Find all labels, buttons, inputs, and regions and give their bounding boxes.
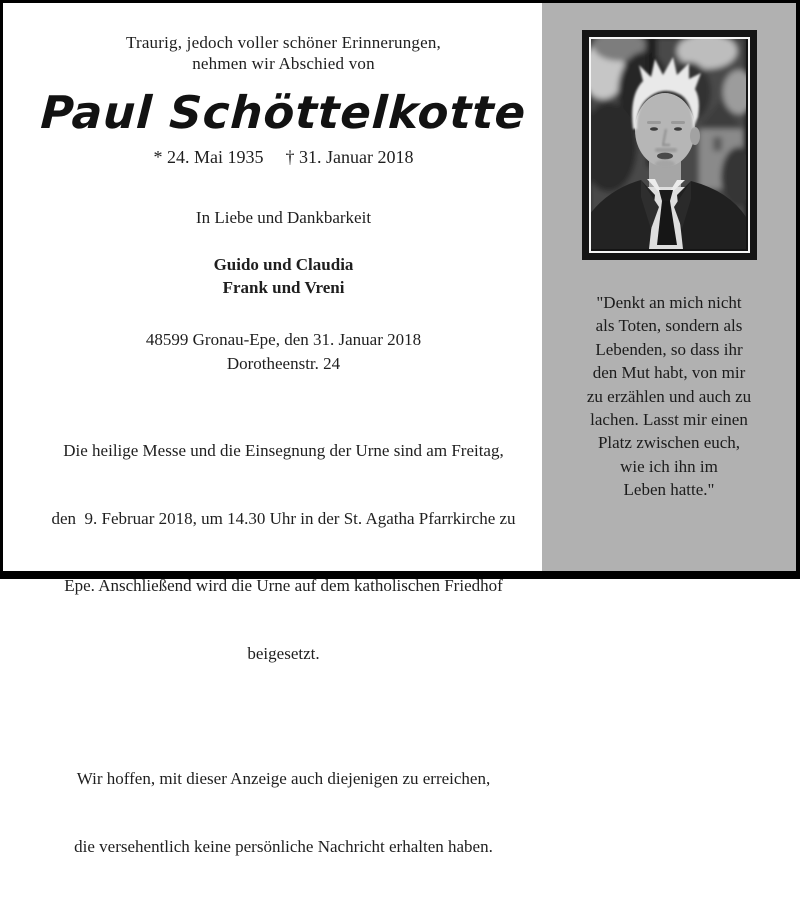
place-date-line: 48599 Gronau-Epe, den 31. Januar 2018 (145, 330, 422, 349)
portrait-photo-frame (582, 30, 757, 260)
quote-line: zu erzählen und auch zu (586, 386, 752, 406)
photo-quote-panel (542, 3, 796, 571)
service-line-3: Epe. Anschließend wird die Urne auf dem katholischen Friedhof (64, 576, 503, 595)
mourners-list (31, 253, 536, 299)
quote-line: Leben hatte." (623, 480, 715, 500)
memorial-quote (542, 291, 796, 502)
quote-line: "Denkt an mich nicht (596, 293, 742, 312)
service-line-2: den 9. Februar 2018, um 14.30 Uhr in der St. Agatha Pfarrkirche zu (51, 508, 516, 528)
mourners-line-2: Frank und Vreni (222, 278, 345, 297)
deceased-name: Paul Schöttelkotte (39, 86, 528, 139)
quote-line: den Mut habt, von mir (592, 363, 746, 383)
intro-line-1: Traurig, jedoch voller schöner Erinnerungen, (125, 33, 442, 52)
place-and-address (31, 328, 536, 375)
service-line-1: Die heilige Messe und die Einsegnung der Urne sind am Freitag, (63, 441, 504, 460)
closing-line-2: die versehentlich keine persönliche Nachricht erhalten haben. (74, 836, 493, 856)
address-line: Dorotheenstr. 24 (226, 353, 341, 373)
service-line-4: beigesetzt. (247, 643, 320, 663)
quote-line: Platz zwischen euch, (597, 433, 741, 453)
birth-date: * 24. Mai 1935 (153, 147, 264, 167)
quote-line: Lebenden, so dass ihr (595, 339, 743, 359)
quote-line: wie ich ihn im (620, 456, 718, 476)
closing-line-1: Wir hoffen, mit dieser Anzeige auch diejenigen zu erreichen, (76, 769, 491, 788)
death-date: † 31. Januar 2018 (285, 147, 414, 167)
intro-text (31, 32, 536, 74)
notice-text-column (3, 3, 542, 856)
mourners-line-1: Guido und Claudia (213, 255, 354, 274)
dedication-text: In Liebe und Dankbarkeit (195, 208, 372, 227)
closing-note (31, 723, 536, 903)
quote-line: lachen. Lasst mir einen (590, 410, 748, 430)
life-dates (31, 146, 536, 168)
service-information (31, 395, 536, 710)
portrait-illustration (589, 37, 746, 249)
portrait-photo (589, 37, 750, 253)
quote-line: als Toten, sondern als (595, 316, 743, 336)
intro-line-2: nehmen wir Abschied von (192, 54, 375, 73)
